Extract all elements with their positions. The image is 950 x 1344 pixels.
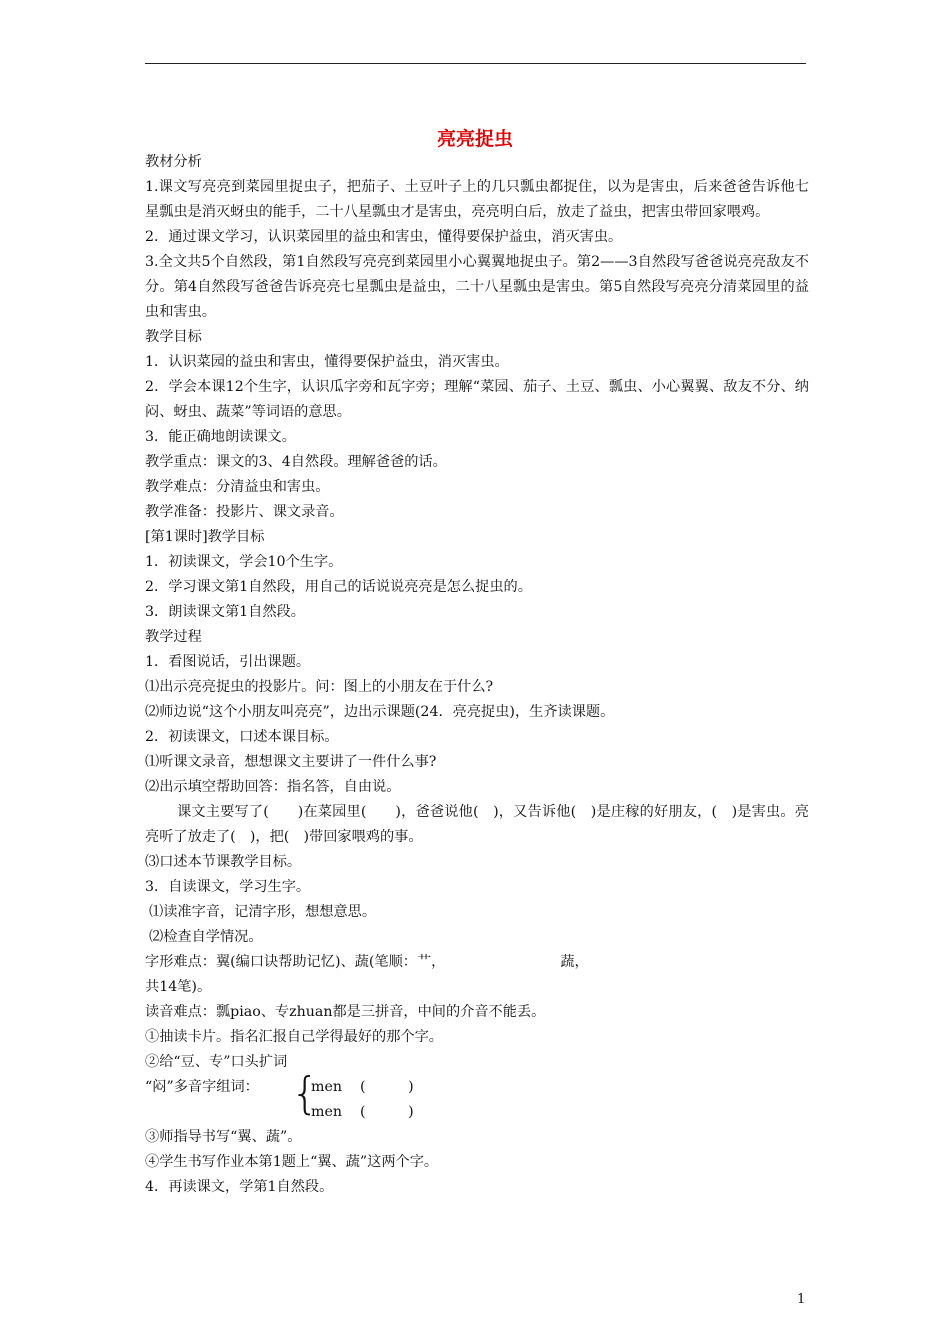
analysis-3: 3.全文共5个自然段，第1自然段写亮亮到菜园里小心翼翼地捉虫子。第2——3自然段写爸爸说亮亮敌友不分。第4自然段写爸爸告诉亮亮七星瓢虫是益虫，二十八星瓢虫是害虫。第5自然段写亮亮分清菜园里的益虫和害虫。: [145, 254, 809, 320]
process-3b: ⑵检查自学情况。: [149, 929, 263, 945]
check-2: ②给“豆、专”口头扩词: [145, 1054, 288, 1070]
fill-in-blank: 课文主要写了( )在菜园里( )，爸爸说他( )，又告诉他( )是庄稼的好朋友，( )是害虫。亮亮听了放走了( )，把( )带回家喂鸡的事。: [145, 804, 809, 845]
polyphone-label: “闷”多音字组词：: [145, 1079, 259, 1095]
shape-text-b: 蔬，: [560, 954, 589, 970]
polyphone-group: [145, 1068, 809, 1125]
goal-1: 1．认识菜园的益虫和害虫，懂得要保护益虫，消灭害虫。: [145, 354, 509, 370]
curly-brace: {: [291, 1068, 319, 1119]
lesson-1-heading: [第1课时]教学目标: [145, 529, 265, 545]
process-2c: ⑶口述本节课教学目标。: [145, 854, 302, 870]
polyphone-pinyin-1: men: [311, 1079, 342, 1095]
polyphone-blank-1: ( ): [360, 1079, 414, 1095]
difficult-point: 教学难点：分清益虫和害虫。: [145, 479, 330, 495]
lesson-goal-1: 1．初读课文，学会10个生字。: [145, 554, 343, 570]
goal-3: 3．能正确地朗读课文。: [145, 429, 296, 445]
polyphone-pinyin-2: men: [311, 1104, 342, 1120]
process-3a: ⑴读准字音，记清字形，想想意思。: [149, 904, 377, 920]
polyphone-blank-2: ( ): [360, 1104, 414, 1120]
preparation: 教学准备：投影片、课文录音。: [145, 504, 344, 520]
shape-text-a: 字形难点：翼(编口诀帮助记忆)、蔬(笔顺：艹，: [145, 954, 446, 970]
key-point: 教学重点：课文的3、4自然段。理解爸爸的话。: [145, 454, 447, 470]
polyphone-reading-1: [311, 1075, 414, 1100]
shape-difficulty: [145, 950, 809, 975]
shape-stroke-count: 共14笔)。: [145, 979, 212, 995]
sound-difficulty: 读音难点：瓢piao、专zhuan都是三拼音，中间的介音不能丢。: [145, 1004, 546, 1020]
process-4: 4．再读课文，学第1自然段。: [145, 1179, 334, 1195]
heading-analysis: 教材分析: [145, 154, 202, 170]
analysis-1: 1.课文写亮亮到菜园里捉虫子，把茄子、土豆叶子上的几只瓢虫都捉住，以为是害虫，后来爸爸告诉他七星瓢虫是消灭蚜虫的能手，二十八星瓢虫才是害虫，亮亮明白后，放走了益虫，把害虫带回家喂鸡。: [145, 179, 809, 220]
heading-process: 教学过程: [145, 629, 202, 645]
analysis-2: 2．通过课文学习，认识菜园里的益虫和害虫，懂得要保护益虫，消灭害虫。: [145, 229, 623, 245]
process-1b: ⑵师边说“这个小朋友叫亮亮”，边出示课题(24．亮亮捉虫)，生齐读课题。: [145, 704, 615, 720]
process-3: 3．自读课文，学习生字。: [145, 879, 311, 895]
lesson-goal-2: 2．学习课文第1自然段，用自己的话说说亮亮是怎么捉虫的。: [145, 579, 532, 595]
process-1a: ⑴出示亮亮捉虫的投影片。问：图上的小朋友在于什么?: [145, 679, 494, 695]
process-2a: ⑴听课文录音，想想课文主要讲了一件什么事?: [145, 754, 437, 770]
page-title: 亮亮捉虫: [436, 128, 513, 150]
check-4: ④学生书写作业本第1题上“翼、蔬”这两个字。: [145, 1154, 439, 1170]
polyphone-reading-2: [311, 1100, 414, 1125]
process-2b: ⑵出示填空帮助回答：指名答，自由说。: [145, 779, 401, 795]
header-rule: [145, 63, 806, 64]
goal-2: 2．学会本课12个生字，认识瓜字旁和瓦字旁；理解“菜园、茄子、土豆、瓢虫、小心翼翼、敌友不分、纳闷、蚜虫、蔬菜”等词语的意思。: [145, 379, 809, 420]
check-1: ①抽读卡片。指名汇报自己学得最好的那个字。: [145, 1029, 443, 1045]
process-1: 1．看图说话，引出课题。: [145, 654, 311, 670]
check-3: ③师指导书写“翼、蔬”。: [145, 1129, 302, 1145]
process-2: 2．初读课文，口述本课目标。: [145, 729, 339, 745]
lesson-goal-3: 3．朗读课文第1自然段。: [145, 604, 305, 620]
page-number: 1: [797, 1292, 806, 1307]
heading-goals: 教学目标: [145, 329, 202, 345]
document-body: [145, 150, 809, 1200]
